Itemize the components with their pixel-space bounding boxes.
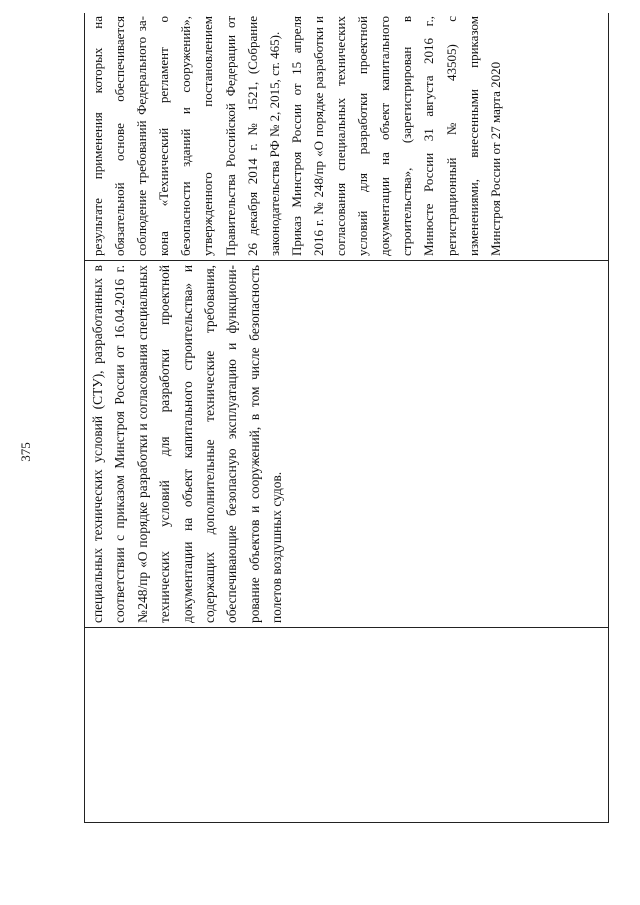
table-cell-legal-basis — [85, 13, 609, 261]
requirements-text: специальных технических условий (СТУ), разработанных в соответствии с приказом Минстроя России от 16.04.2016 г. №248/пр «О порядке разработки и согласования специальных технических условий для разработки проектной документации на объект капитального строительства» и содержащих дополнительные технические требования, обеспечивающие безопасную эксплуатацию и функционирование объектов и сооружений, в том числе безопасность полетов воздушных судов. — [90, 265, 285, 623]
legal-basis-paragraph-2: Приказ Минстроя России от 15 апреля 2016 г. № 248/пр «О порядке разработки и согласования специальных технических условий для разработки проектной документации на объект капитального строительства», (зарегистрирован в Минюсте России 31 августа 2016 г., регистрационный № 43505) с изменениями, внесенными приказом Минстроя России от 27 марта 2020 — [288, 16, 503, 256]
rotated-page-content — [84, 13, 609, 823]
requirements-table — [84, 13, 609, 823]
legal-basis-paragraph-1: результате применения которых на обязательной основе обеспечивается соблюдение требований Федерального закона «Технический регламент о безопасности зданий и сооружений», утвержденного постановлением Правительства Российской Федерации от 26 декабря 2014 г. № 1521, (Собрание законодательства РФ № 2, 2015, ст. 465). — [90, 16, 282, 256]
table-cell-requirements — [85, 261, 609, 628]
page-number: 375 — [18, 442, 33, 462]
table-cell-empty — [85, 628, 609, 823]
table-row — [85, 13, 609, 823]
rotated-table-frame — [84, 13, 609, 823]
legal-basis-text — [85, 13, 507, 260]
